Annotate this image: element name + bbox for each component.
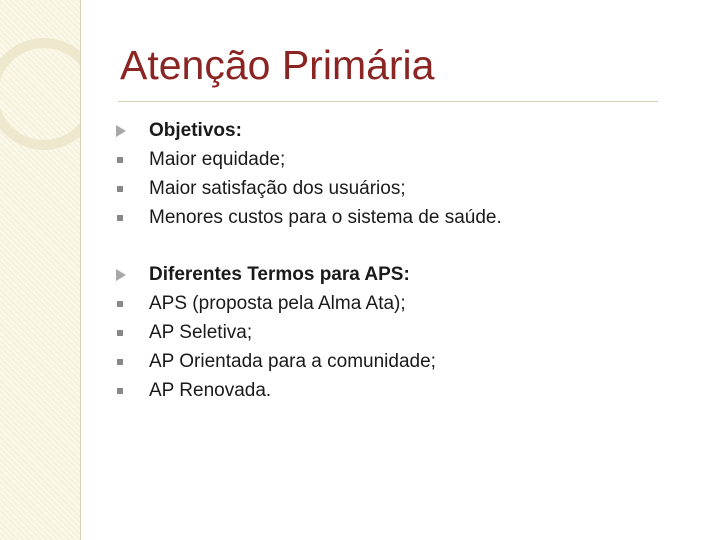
- list-item-text: Menores custos para o sistema de saúde.: [149, 206, 502, 228]
- square-bullet-icon: [117, 359, 123, 365]
- side-decoration: [0, 0, 81, 540]
- decorative-circle: [0, 38, 81, 150]
- square-bullet-icon: [117, 186, 123, 192]
- list-item: [115, 203, 705, 232]
- section-spacer: [115, 232, 705, 260]
- square-bullet-icon: [117, 388, 123, 394]
- section-heading: [115, 260, 705, 289]
- list-item: [115, 318, 705, 347]
- list-item-text: AP Orientada para a comunidade;: [149, 350, 436, 372]
- title-divider: [118, 101, 658, 102]
- list-item: [115, 347, 705, 376]
- bullet-list: [115, 116, 705, 405]
- list-item-text: AP Seletiva;: [149, 321, 253, 343]
- list-item: [115, 174, 705, 203]
- square-bullet-icon: [117, 157, 123, 163]
- list-item: [115, 376, 705, 405]
- list-item-text: Maior satisfação dos usuários;: [149, 177, 406, 199]
- list-item: [115, 289, 705, 318]
- list-item: [115, 145, 705, 174]
- arrow-bullet-icon: [116, 269, 126, 281]
- section-heading: [115, 116, 705, 145]
- list-item-text: AP Renovada.: [149, 379, 272, 401]
- square-bullet-icon: [117, 330, 123, 336]
- slide-title: Atenção Primária: [120, 42, 435, 88]
- section-heading-text: Objetivos:: [149, 119, 242, 141]
- section-heading-text: Diferentes Termos para APS:: [149, 263, 410, 285]
- arrow-bullet-icon: [116, 125, 126, 137]
- square-bullet-icon: [117, 301, 123, 307]
- square-bullet-icon: [117, 215, 123, 221]
- list-item-text: Maior equidade;: [149, 148, 286, 170]
- list-item-text: APS (proposta pela Alma Ata);: [149, 292, 406, 314]
